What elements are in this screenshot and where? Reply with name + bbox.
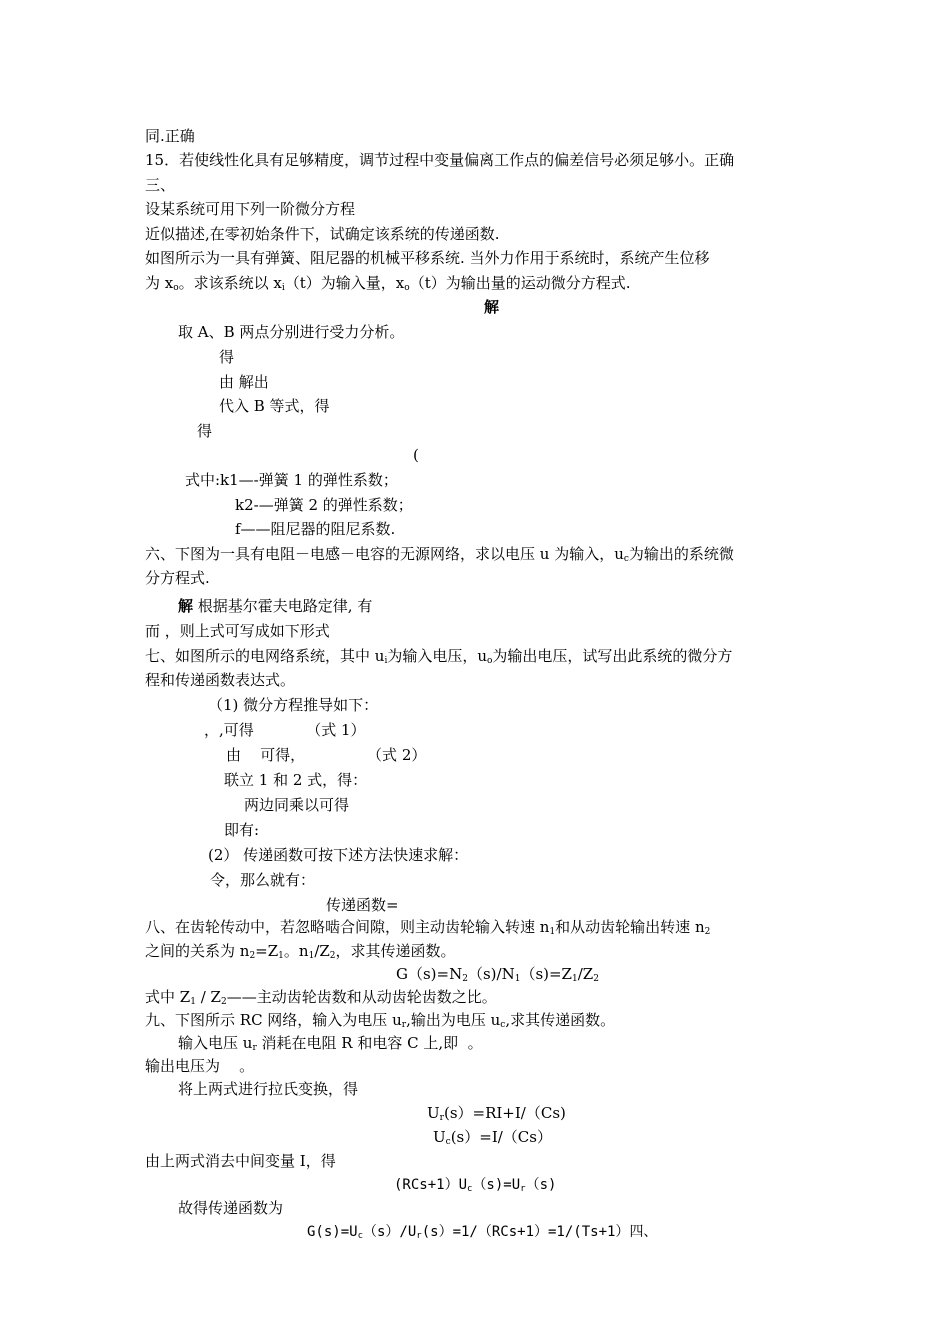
equation: $U_c(s)=I/(Cs)$ [433,1128,552,1147]
text-line: 输入电压 $u_r$ 消耗在电阻 R 和电容 C 上,即 。 [178,1034,483,1053]
text-line: 九、下图所示 RC 网络，输入为电压 $u_r$,输出为电压 $u_c$,求其传递函数。 [145,1011,616,1030]
text-line: 分方程式. [145,569,210,587]
text-line: 得 [219,348,235,366]
solution-label: 解 [178,597,194,615]
equation: $U_r(s)=RI+I/(Cs)$ [427,1104,566,1123]
text-line: 八、在齿轮传动中，若忽略啮合间隙，则主动齿轮输入转速 $n_1$和从动齿轮输出转速 $n_2$ [145,918,711,937]
text-line: 式中:k1—-弹簧 1 的弹性系数； [185,471,398,489]
equation: $(RCs+1)U_c(s)=U_r(s)$ [394,1177,557,1194]
text-line: 输出电压为 。 [145,1057,255,1075]
text-line: 程和传递函数表达式。 [145,671,296,689]
text-line: 令，那么就有： [210,871,316,889]
text-line: 将上两式进行拉氏变换，得 [178,1080,359,1098]
text-line: 即有: [224,821,260,839]
text-line: 由上两式消去中间变量 I，得 [145,1152,336,1170]
text-line: 取 A、B 两点分别进行受力分析。 [178,323,405,341]
text-line: 之间的关系为 $n_2=Z_1$。$n_1/Z_2$，求其传递函数。 [145,942,456,961]
equation: $G(s)=U_c(s)/U_r(s)=1/(RCs+1)=1/(Ts+1)$四、 [307,1224,658,1241]
text-line: 设某系统可用下列一阶微分方程 [145,200,356,218]
equation: $G(s)=N_2(s)/N_1(s)=Z_1/Z_2$ [396,965,599,984]
text-line: 代入 B 等式，得 [219,397,330,415]
text-line: 得 [197,422,213,440]
solution-heading: 解 [484,298,500,316]
text-line: 解 根据基尔霍夫电路定律, 有 [178,597,373,615]
text-line: 由 解出 [219,373,269,391]
text-line: ，,可得 （式 1） [204,721,366,739]
text-line: 两边同乘以可得 [244,796,350,814]
text-line: 传递函数= [326,896,399,914]
section-heading: 三、 [145,176,176,194]
text-line: 近似描述,在零初始条件下，试确定该系统的传递函数. [145,225,500,243]
text-line: 七、如图所示的电网络系统，其中 $u_i$为输入电压，$u_o$为输出电压，试写出此系统的微分方 [145,647,733,666]
text-line: 联立 1 和 2 式，得： [224,771,368,789]
text-line: 而 ，则上式可写成如下形式 [145,622,330,640]
text-line: 式中 $Z_1$ / $Z_2——$主动齿轮齿数和从动齿轮齿数之比。 [145,988,497,1007]
text-line: 为 $x_o$。求该系统以 $x_i(t)$为输入量，$x_o(t)$为输出量的运动微分方程式. [145,274,631,293]
text-line: (2） 传递函数可按下述方法快速求解： [208,846,469,864]
text-line: （1) 微分方程推导如下： [208,696,379,714]
text-line: 同.正确 [145,127,195,145]
text-line: 六、下图为一具有电阻－电感－电容的无源网络，求以电压 u 为输入，$u_c$为输出的系统微 [145,545,734,564]
text-line: f——阻尼器的阻尼系数. [235,520,396,538]
text-line: 如图所示为一具有弹簧、阻尼器的机械平移系统. 当外力作用于系统时，系统产生位移 [145,249,710,267]
text-line: 15．若使线性化具有足够精度，调节过程中变量偏离工作点的偏差信号必须足够小。正确 [145,151,735,169]
text-line: ( [413,446,419,464]
text-line: k2-—弹簧 2 的弹性系数； [235,496,413,514]
text-line: 由 可得， （式 2） [226,746,427,764]
text-line: 故得传递函数为 [178,1199,284,1217]
